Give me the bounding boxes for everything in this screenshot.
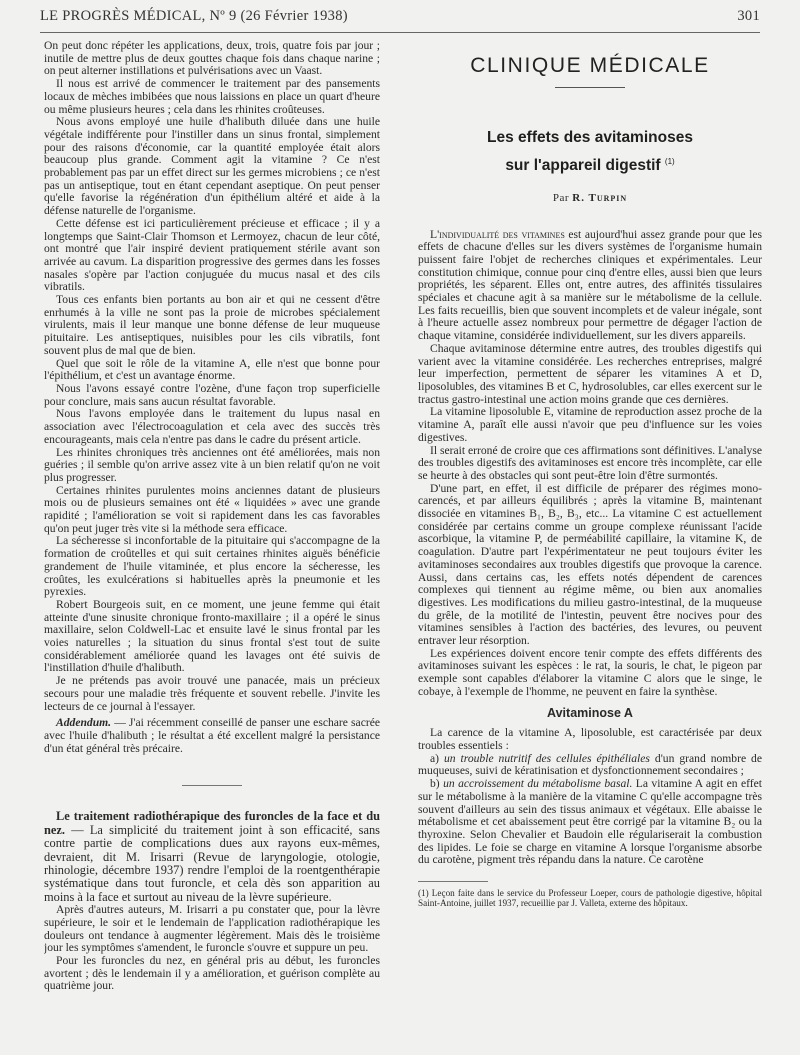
header-rule <box>40 32 760 33</box>
paragraph: Quel que soit le rôle de la vitamine A, elle n'est que bonne pour l'épithélium, et c'est un avantage énorme. <box>44 356 380 383</box>
rubric-rule <box>555 87 625 88</box>
paragraph: Robert Bourgeois suit, en ce moment, une jeune femme qui était atteinte d'une sinusite chronique fronto-maxillaire ; il a opéré le sinus maxillaire, selon Coldwell-Lac et ensuite lavé le sinus frontal par les voies naturelles ; la situation du sinus frontal s'est tout de suite considérablement améliorée quand les lavages ont été suivis de l'instillation d'huile d'halibuth. <box>44 597 380 675</box>
paragraph: On peut donc répéter les applications, deux, trois, quatre fois par jour ; inutile de mettre plus de deux gouttes chaque fois dans chaque narine ; on peut alterner instillations et pulvérisations avec un Vaast. <box>44 40 380 78</box>
lead-in: L'individualité des vitamines <box>430 227 565 241</box>
paragraph: D'une part, en effet, il est difficile de préparer des régimes mono-carencés, et par ailleurs équilibrés ; après la vitamine B, maintenant dissociée en vitamines B₁, B₂, B₃, etc... La vitamine C est actuellement considérée par certains comme un groupe complexe réunissant l'acide ascorbique, la vitamine P, de perméabilité capillaire, la vitamine K, de coagulation. D'autre part l'expérimentateur ne peut toujours éviter les avitaminoses secondaires aux troubles digestifs que provoque la carence. Aussi, dans certains cas, les effets notés dépendent de carences complexes qui tiennent au régime même, ou bien aux anomalies digestives. Les modifications du milieu gastro-intestinal, de la muqueuse du grêle, de la motilité de l'intestin, peuvent être nocives pour des vitamines sensibles à l'action des bactéries, des levures, ou peuvent entraver leur résorption. <box>418 481 762 648</box>
list-text: d'un grand nombre de muqueuses, suivi de kératinisation et dysfonctionnement secondaires ; <box>418 751 762 778</box>
author-prefix: Par <box>552 191 569 204</box>
section-divider <box>182 785 242 786</box>
paragraph: La carence de la vitamine A, liposoluble, est caractérisée par deux troubles essentiels : <box>418 726 762 752</box>
addendum-text: — J'ai récemment conseillé de panser une eschare sacrée avec l'huile d'halibuth ; le résultat a été excellent malgré la persistance d'un état général très précaire. <box>44 716 380 755</box>
rubric-heading: CLINIQUE MÉDICALE <box>470 54 710 77</box>
paragraph: La vitamine liposoluble E, vitamine de reproduction assez proche de la vitamine A, paraît elle aussi n'avoir que peu d'influence sur les voies digestives. <box>418 405 762 444</box>
paragraph: Il nous est arrivé de commencer le traitement par des pansements locaux de mèches imbibées que nous laissions en place un quart d'heure ou même plusieurs heures ; cela dans les rhinites croûteuses. <box>44 77 380 116</box>
article-title-line-1: Les effets des avitaminoses <box>487 128 693 146</box>
left-column <box>44 40 380 1045</box>
paragraph: Nous l'avons employée dans le traitement du lupus nasal en association avec l'électrocoagulation et cela avec des succès très encourageants, mais cela n'entre pas dans le cadre du présent article. <box>44 407 380 446</box>
title-footnote-marker: (1) <box>664 156 675 166</box>
list-item <box>418 778 762 867</box>
article-title <box>418 126 762 178</box>
subheading: Avitaminose A <box>547 705 633 720</box>
paragraph: Chaque avitaminose détermine entre autres, des troubles digestifs qui varient avec la vitamine considérée. Les recherches entreprises, malgré leur imperfection, permettent de séparer les vitamines A et D, liposolubles, des vitamines B et C, hydrosolubles, car elles exercent sur le tractus gastro-intestinal une action moins grande que ces dernières. <box>418 341 762 406</box>
section-paragraph <box>44 810 380 904</box>
running-head <box>40 8 760 30</box>
footnote: (1) Leçon faite dans le service du Professeur Loeper, cours de pathologie digestive, hôpital Saint-Antoine, juillet 1937, recueillie par J. Valleta, externe des hôpitaux. <box>418 888 762 909</box>
addendum <box>44 717 380 755</box>
paragraph: Après d'autres auteurs, M. Irisarri a pu constater que, pour la lèvre supérieure, le soir et le lendemain de l'application radiothérapique les douleurs ont tendance à augmenter légèrement. Mais dès le troisième jour les symptômes s'amendent, le furoncle s'ouvre et suppure un peu. <box>44 903 380 955</box>
paragraph: Je ne prétends pas avoir trouvé une panacée, mais un précieux secours pour une maladie très fréquente et souvent rebelle. J'invite les lecteurs de ce journal à l'essayer. <box>44 674 380 713</box>
paragraph: La sécheresse si inconfortable de la pituitaire qui s'accompagne de la formation de croûtelles et qui suit certaines rhinites aiguës bénéficie grandement de l'huile vitaminée, et plus encore la sécheresse, les croûtes, les exulcérations si habituelles après la pneumonie et les pyrexies. <box>44 534 380 599</box>
paragraph: Les expériences doivent encore tenir compte des effets différents des avitaminoses suivant les espèces : le rat, la souris, le chat, le pigeon par exemple sont capables d'élaborer la vitamine C alors que le singe, le cobaye, à l'exemple de l'homme, ne peuvent en faire la synthèse. <box>418 646 762 698</box>
list-item <box>418 753 762 778</box>
paragraph: Il serait erroné de croire que ces affirmations sont définitives. L'analyse des troubles digestifs des avitaminoses est encore très incomplète, car elle se heurte à des obstacles qui sont peut-être loin d'être surmontés. <box>418 443 762 482</box>
paragraph: Nous avons employé une huile d'halibuth diluée dans une huile végétale indifférente pour l'instiller dans un sinus frontal, simplement pour des raisons d'économie, car la quantité employée était alors beaucoup plus grande. Comment agit la vitamine ? Ce n'est probablement pas par un effet direct sur les germes microbiens ; ce n'est pas un antiseptique, tout en étant cependant aseptique. On peut penser qu'elle favorise la régénération d'un épithélium altéré et aide à la défense naturelle de l'organisme. <box>44 115 380 218</box>
author-name: R. Turpin <box>572 191 628 204</box>
section-text: — La simplicité du traitement joint à son efficacité, sans contre partie de complications dues aux rayons eux-mêmes, devraient, dit M. Irisarri (Revue de laryngologie, otologie, rhinologie, décembre 1937) rendre l'emploi de la roentgenthérapie systématique dans tout furoncle, et cela dès son apparition au moins à la face et surtout au niveau de la lèvre supérieure. <box>44 822 380 904</box>
paragraph: Tous ces enfants bien portants au bon air et qui ne cessent d'être enrhumés à la ville ne sont pas la proie de microbes spécialement virulents, mais il leur manque une bonne défense de leur muqueuse pituitaire. Les antiseptiques, nuisibles pour les cils vibratils, font souvent plus de mal que de bien. <box>44 293 380 357</box>
right-column <box>418 40 762 1045</box>
paragraph: Les rhinites chroniques très anciennes ont été améliorées, mais non guéries ; il semble qu'on arrive assez vite à un bien relatif qu'on ne voit plus progresser. <box>44 445 380 484</box>
page-number: 301 <box>737 8 760 24</box>
paragraph: Nous l'avons essayé contre l'ozène, d'une façon trop superficielle pour conclure, mais sans aucun résultat favorable. <box>44 381 380 408</box>
article-title-line-2-text: sur l'appareil digestif <box>505 156 661 174</box>
footnote-rule <box>418 881 488 882</box>
addendum-label: Addendum. <box>56 716 112 730</box>
list-emphasis: un accroissement du métabolisme basal. <box>443 777 633 791</box>
list-marker: b) <box>430 777 440 791</box>
paragraph: Cette défense est ici particulièrement précieuse et efficace ; il y a longtemps que Saint-Clair Thomson et Lermoyez, chacun de leur côté, ont montré que l'air inspiré devient pratiquement stérile avant son arrivée au cavum. La disparition progressive des germes dans les fosses nasales s'opère par l'action conjuguée du mucus nasal et des cils vibratils. <box>44 216 380 294</box>
paragraph: Certaines rhinites purulentes moins anciennes datant de plusieurs mois ou de plusieurs semaines ont été « liquidées » avec une grande rapidité ; l'amélioration se voit si rapidement dans les cas favorables qu'on peut juger très vite si la méthode sera efficace. <box>44 483 380 535</box>
list-emphasis: un trouble nutritif des cellules épithéliales <box>443 751 650 765</box>
paragraph <box>418 229 762 343</box>
journal-title: LE PROGRÈS MÉDICAL, Nº 9 (26 Février 1938) <box>40 8 348 24</box>
list-text: La vitamine A agit en effet sur le métabolisme à la manière de la vitamine C qu'elle accompagne très souvent d'ailleurs au sein des tissus animaux et végétaux. Elle abaisse le métabolisme et cet abaissement peut être corrigé par la vitamine B₂ ou la thyroxine. Selon Chevalier et Baudoin elle régulariserait la combustion des lipides. Le foie se charge en vitamine A lorsque l'organisme absorbe du carotène, pigment très répandu dans la nature. Ce carotène <box>418 777 762 867</box>
paragraph: Pour les furoncles du nez, en général pris au début, les furoncles avortent ; dès le lendemain il y a amélioration, et guérison complète au quatrième jour. <box>44 954 380 993</box>
list-marker: a) <box>430 751 440 765</box>
article-title-line-2 <box>418 150 762 178</box>
paragraph-text: est aujourd'hui assez grande pour que les effets de chacune d'elles sur les divers systèmes de l'organisme humain puissent faire l'objet de recherches cliniques et expérimentales. Leur constitution chimique, connue pour cinq d'entre elles, aussi bien que leurs propriétés, les séparent. Elles ont, entre autres, des affinités tissulaires spéciales et chacune agit à sa manière sur le métabolisme de la cellule. Les faits recueillis, bien que souvent incomplets et de valeur inégale, sont à l'heure actuelle assez nombreux pour permettre de dégager l'action de chaque vitamine, considérée individuellement, sur les divers appareils. <box>418 227 762 343</box>
section-title: Le traitement radiothérapique des furoncles de la face et du nez. <box>44 809 380 837</box>
author-line <box>418 192 762 205</box>
